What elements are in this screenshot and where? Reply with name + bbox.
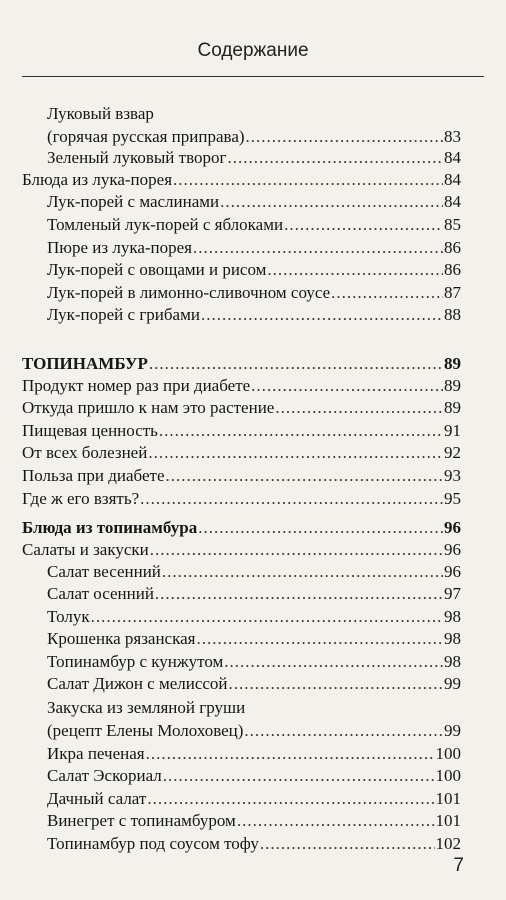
dot-leader [244, 719, 443, 743]
dot-leader [267, 258, 443, 282]
dot-leader [201, 303, 443, 327]
toc-entry [47, 582, 461, 606]
toc-entry [22, 464, 461, 488]
toc-entry [47, 213, 461, 237]
toc-entry-title: Лук-порей в лимонно-сливочном соусе [47, 283, 331, 302]
toc-entry-title: Дачный салат [47, 789, 147, 808]
toc-entry-title: Лук-порей с маслинами [47, 192, 220, 211]
toc-entry [47, 719, 461, 743]
dot-leader [155, 582, 443, 606]
toc-entry-page: 89 [444, 376, 461, 395]
dot-leader [173, 168, 443, 192]
toc-entry-page: 85 [444, 215, 461, 234]
toc-entry-page: 96 [444, 562, 461, 581]
toc-entry-page: 86 [444, 238, 461, 257]
dot-leader [148, 441, 443, 465]
toc-entry-title: (горячая русская приправа) [47, 127, 245, 146]
toc-entry-title: Пюре из лука-порея [47, 238, 192, 257]
toc-entry-title: Топинамбур с кунжутом [47, 652, 224, 671]
toc-entry-title: Крошенка рязанская [47, 629, 196, 648]
toc-entry-page: 100 [435, 766, 461, 785]
toc-entry [47, 190, 461, 214]
toc-entry-page: 84 [444, 148, 461, 167]
dot-leader [193, 236, 443, 260]
dot-leader [162, 560, 443, 584]
toc-entry-page: 84 [444, 192, 461, 211]
toc-entry-page: 86 [444, 260, 461, 279]
dot-leader [163, 764, 435, 788]
toc-entry [22, 538, 461, 562]
toc-entry-title: Лук-порей с грибами [47, 305, 200, 324]
dot-leader [147, 787, 434, 811]
toc-entry-title: Пищевая ценность [22, 421, 158, 440]
dot-leader [275, 396, 443, 420]
toc-entry [47, 672, 461, 696]
toc-entry-page: 83 [444, 127, 461, 146]
toc-entry [22, 352, 461, 376]
dot-leader [220, 190, 443, 214]
toc-entry-title: Салат осенний [47, 584, 154, 603]
toc-entry-title: (рецепт Елены Молоховец) [47, 721, 244, 740]
toc-entry-page: 98 [444, 629, 461, 648]
toc-entry-page: 102 [435, 834, 461, 853]
toc-entry-page: 101 [435, 789, 461, 808]
toc-entry-title: Продукт номер раз при диабете [22, 376, 251, 395]
toc-entry [22, 168, 461, 192]
toc-entry [47, 605, 461, 629]
toc-entry-title: Топинамбур под соусом тофу [47, 834, 259, 853]
toc-entry [47, 146, 461, 170]
toc-entry-page: 89 [444, 398, 461, 417]
toc-entry-page: 84 [444, 170, 461, 189]
toc-entry-page: 95 [444, 489, 461, 508]
toc-entry-page: 98 [444, 652, 461, 671]
toc-entry [47, 787, 461, 811]
dot-leader [140, 487, 443, 511]
toc-entry-title: Блюда из лука-порея [22, 170, 173, 189]
dot-leader [198, 516, 443, 540]
toc-entry-title: Польза при диабете [22, 466, 165, 485]
toc-entry-page: 88 [444, 305, 461, 324]
toc-entry [47, 832, 461, 856]
toc-entry [22, 419, 461, 443]
toc-entry-page: 87 [444, 283, 461, 302]
toc-entry [47, 303, 461, 327]
toc-entry-title: Томленый лук-порей с яблоками [47, 215, 284, 234]
toc-entry [47, 258, 461, 282]
dot-leader [196, 627, 443, 651]
toc-entry-page: 99 [444, 721, 461, 740]
dot-leader [331, 281, 443, 305]
toc-entry-page: 91 [444, 421, 461, 440]
toc-entry [47, 809, 461, 833]
toc-entry-page: 98 [444, 607, 461, 626]
toc-entry-title: Толук [47, 607, 90, 626]
toc-entry [47, 281, 461, 305]
dot-leader [149, 352, 443, 376]
dot-leader [284, 213, 443, 237]
toc-entry [47, 742, 461, 766]
toc-entry-title: От всех болезней [22, 443, 148, 462]
toc-entry-title: Откуда пришло к нам это растение [22, 398, 275, 417]
dot-leader [159, 419, 443, 443]
dot-leader [229, 672, 443, 696]
toc-entry-page: 93 [444, 466, 461, 485]
toc-entry [47, 650, 461, 674]
toc-entry-title: Зеленый луковый творог [47, 148, 227, 167]
toc-entry-title: Салат Эскориал [47, 766, 162, 785]
toc-entry [22, 441, 461, 465]
toc-entry-title: Икра печеная [47, 744, 145, 763]
toc-entry-title: Блюда из топинамбура [22, 518, 198, 537]
toc-entry-page: 96 [444, 540, 461, 559]
toc-entry [47, 627, 461, 651]
toc-entry-title: Лук-порей с овощами и рисом [47, 260, 267, 279]
toc-entry-page: 100 [435, 744, 461, 763]
dot-leader [165, 464, 443, 488]
toc-entry [22, 516, 461, 540]
dot-leader [227, 146, 443, 170]
toc-entry-title: Салаты и закуски [22, 540, 149, 559]
toc-entry-page: 99 [444, 674, 461, 693]
toc-entry-page: 97 [444, 584, 461, 603]
dot-leader [237, 809, 435, 833]
dot-leader [260, 832, 435, 856]
dot-leader [91, 605, 443, 629]
toc-entry-title: Салат Дижон с мелиссой [47, 674, 228, 693]
toc-entry-page: 92 [444, 443, 461, 462]
dot-leader [251, 374, 443, 398]
toc-entry-title: ТОПИНАМБУР [22, 354, 148, 373]
toc-entry [22, 374, 461, 398]
toc-entry-title-line: Луковый взвар [47, 104, 154, 123]
toc-entry [22, 487, 461, 511]
dot-leader [224, 650, 443, 674]
toc-entry [47, 236, 461, 260]
toc-entry [47, 560, 461, 584]
toc-entry [47, 764, 461, 788]
toc-entry-page: 96 [444, 518, 461, 537]
toc-entry-title: Салат весенний [47, 562, 161, 581]
toc-entry-title-line: Закуска из земляной груши [47, 698, 246, 717]
dot-leader [146, 742, 435, 766]
toc-entry-page: 101 [435, 811, 461, 830]
toc-entry-title: Винегрет с топинамбуром [47, 811, 236, 830]
page-header: Содержание [197, 40, 309, 61]
toc-entry-title: Где ж его взять? [22, 489, 140, 508]
toc-entry [22, 396, 461, 420]
page-number: 7 [453, 855, 464, 876]
dot-leader [150, 538, 443, 562]
toc-entry-page: 89 [444, 354, 461, 373]
